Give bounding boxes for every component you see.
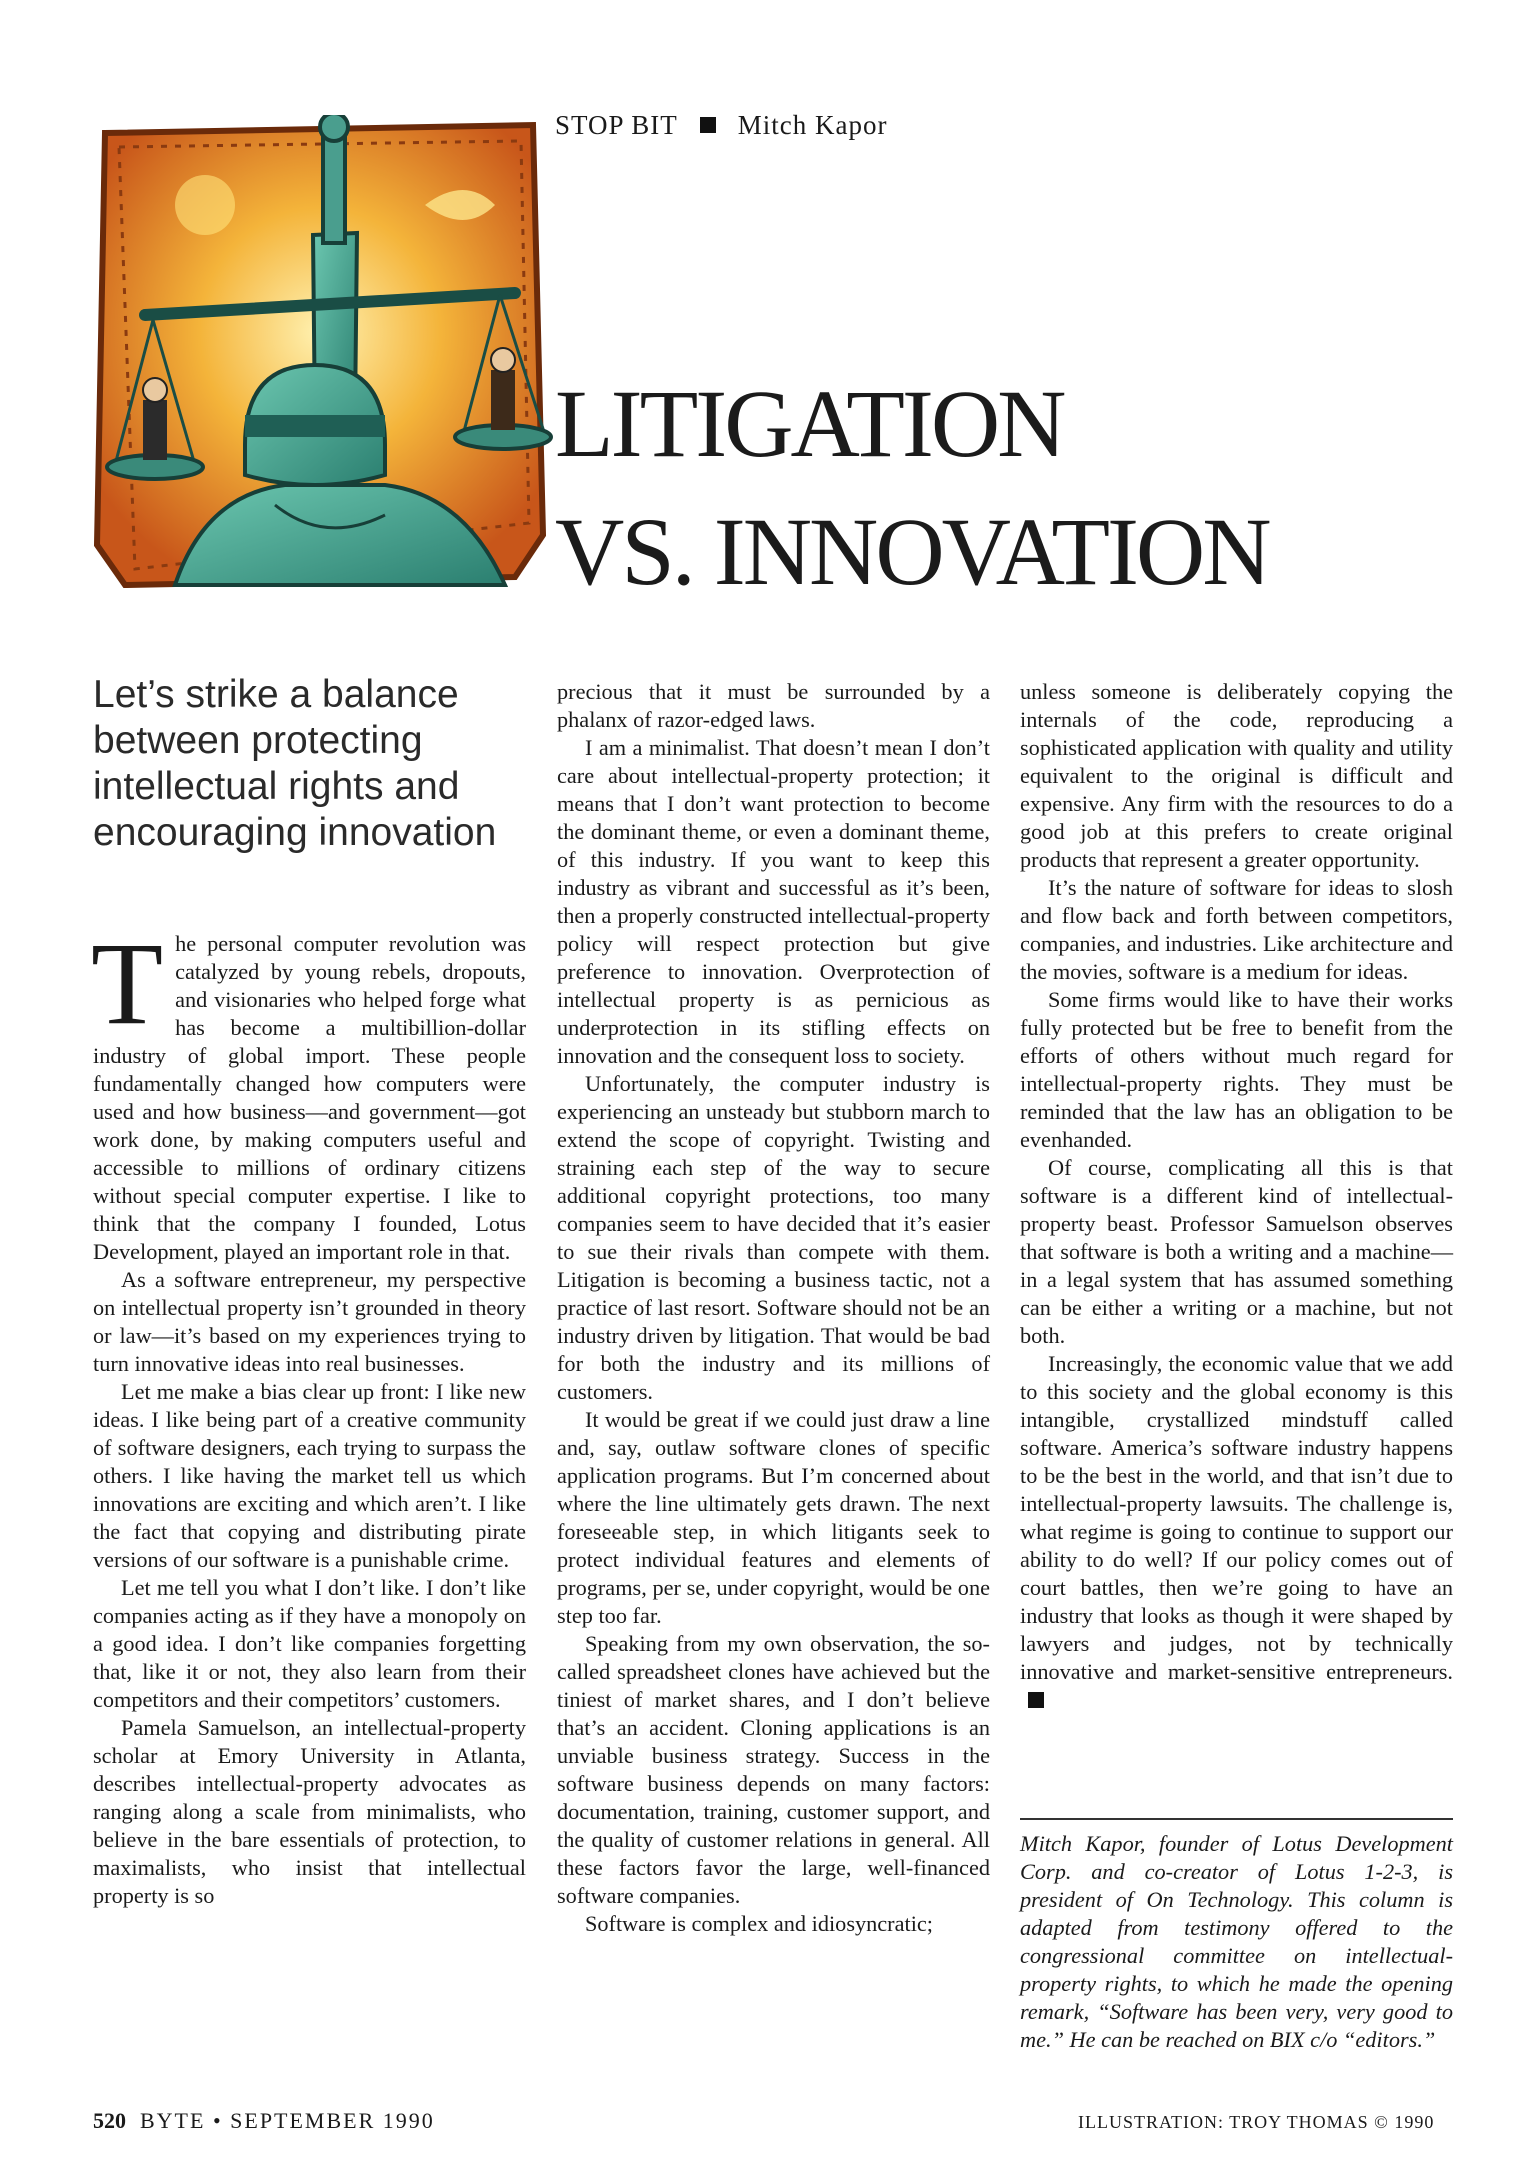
title-line-2: VS. INNOVATION [555, 498, 1269, 605]
body-paragraph: Of course, complicating all this is that software is a different kind of intellectual-property beast. Professor Samuelson observes that software is both a writing and a machine—in a legal system that has assumed something can be either a writing or a machine, but not both. [1020, 1155, 1453, 1348]
folio [93, 2108, 435, 2134]
body-paragraph: Increasingly, the economic value that we add to this society and the global economy is this intangible, crystallized mindstuff called software. America’s software industry happens to be the best in the world, and that isn’t due to intellectual-property lawsuits. The challenge is, what regime is going to continue to support our ability to do well? If our policy comes out of court battles, then we’re going to have an industry that looks as though it were shaped by lawyers and judges, not by technically innovative and market-sensitive entrepreneurs. [1020, 1350, 1453, 1714]
drop-cap: T [91, 918, 164, 1049]
body-paragraph: Speaking from my own observation, the so-called spreadsheet clones have achieved but the tiniest of market shares, and I don’t believe that’s an accident. Cloning applications is an unviable business strategy. Success in the software business depends on many factors: documentation, training, customer support, and the quality of customer relations in general. All these factors favor the large, well-financed software companies. [557, 1631, 990, 1908]
section-name: STOP BIT [555, 110, 678, 140]
title-line-1: LITIGATION [555, 370, 1064, 477]
end-mark-icon [1028, 1692, 1044, 1708]
body-paragraph: unless someone is deliberately copying the internals of the code, reproducing a sophisticated application with quality and utility equivalent to the original is difficult and expensive. Any firm with the resources to do a good job at this prefers to create original products that represent a greater opportunity. [1020, 679, 1453, 872]
section-header [555, 110, 888, 141]
illustration-credit: ILLUSTRATION: TROY THOMAS © 1990 [1078, 2112, 1435, 2132]
body-paragraph: I am a minimalist. That doesn’t mean I don’t care about intellectual-property protection; it means that I don’t want protection to become the dominant theme, or even a dominant theme, of this industry. If you want to keep this industry as vibrant and successful as it’s been, then a properly constructed intellectual-property policy will respect protection but give preference to innovation. Overprotection of intellectual property is as pernicious as underprotection in its stifling effects on innovation and the consequent loss to society. [557, 735, 990, 1068]
body-column-2 [557, 678, 990, 1938]
author-bio: Mitch Kapor, founder of Lotus Development Corp. and co-creator of Lotus 1-2-3, is president of On Technology. This column is adapted from testimony offered to the congressional committee on intellectual-property rights, to which he made the opening remark, “Software has been very, very good to me.” He can be reached on BIX c/o “editors.” [1020, 1831, 1453, 2052]
body-column-3 [1020, 678, 1453, 1714]
body-paragraph: It’s the nature of software for ideas to slosh and flow back and forth between competitors, companies, and industries. Like architecture and the movies, software is a medium for ideas. [1020, 875, 1453, 984]
body-column-1 [91, 918, 526, 1910]
article-deck: Let’s strike a balance between protecting intellectual rights and encouraging innovation [93, 673, 497, 854]
body-paragraph: Some firms would like to have their works fully protected but be free to benefit from the efforts of others without much regard for intellectual-property rights. They must be reminded that the law has an obligation to be evenhanded. [1020, 987, 1453, 1152]
body-paragraph: The personal computer revolution was catalyzed by young rebels, dropouts, and visionaries who helped forge what has become a multibillion-dollar industry of global import. These people fundamentally changed how computers were used and how business—and government—got work done, by making computers useful and accessible to millions of ordinary citizens without special computer expertise. I like to think that the company I founded, Lotus Development, played an important role in that. [91, 918, 526, 1264]
body-paragraph: Software is complex and idiosyncratic; [585, 1911, 933, 1936]
bio-divider [1020, 1818, 1453, 1820]
article-title [555, 360, 1515, 616]
body-paragraph: As a software entrepreneur, my perspective on intellectual property isn’t grounded in theory or law—it’s based on my experiences trying to turn innovative ideas into real businesses. [93, 1267, 526, 1376]
separator-square-icon [700, 117, 716, 133]
body-paragraph: Unfortunately, the computer industry is experiencing an unsteady but stubborn march to extend the scope of copyright. Twisting and straining each step of the way to secure additional copyright protections, too many companies seem to have decided that it’s easier to sue their rivals than compete with them. Litigation is becoming a business tactic, not a practice of last resort. Software should not be an industry driven by litigation. That would be bad for both the industry and its millions of customers. [557, 1071, 990, 1404]
body-paragraph: precious that it must be surrounded by a phalanx of razor-edged laws. [557, 679, 990, 732]
body-paragraph: It would be great if we could just draw a line and, say, outlaw software clones of specific application programs. But I’m concerned about where the line ultimately gets drawn. The next foreseeable step, in which litigants seek to protect individual features and elements of programs, per se, under copyright, would be one step too far. [557, 1407, 990, 1628]
magazine-issue: BYTE • SEPTEMBER 1990 [140, 2108, 435, 2133]
body-paragraph: Pamela Samuelson, an intellectual-property scholar at Emory University in Atlanta, describes intellectual-property advocates as ranging along a scale from minimalists, who believe in the bare essentials of protection, to maximalists, who insist that intellectual property is so [93, 1715, 526, 1908]
author-name: Mitch Kapor [737, 110, 888, 140]
body-paragraph: Let me tell you what I don’t like. I don’t like companies acting as if they have a monopoly on a good idea. I don’t like companies forgetting that, like it or not, they also learn from their competitors and their competitors’ customers. [93, 1575, 526, 1712]
page-number: 520 [93, 2108, 126, 2133]
body-paragraph: Let me make a bias clear up front: I like new ideas. I like being part of a creative community of software designers, each trying to surpass the others. I like having the market tell us which innovations are exciting and which aren’t. I like the fact that copying and distributing pirate versions of our software is a punishable crime. [93, 1379, 526, 1572]
scales-of-justice-illustration [85, 115, 555, 635]
